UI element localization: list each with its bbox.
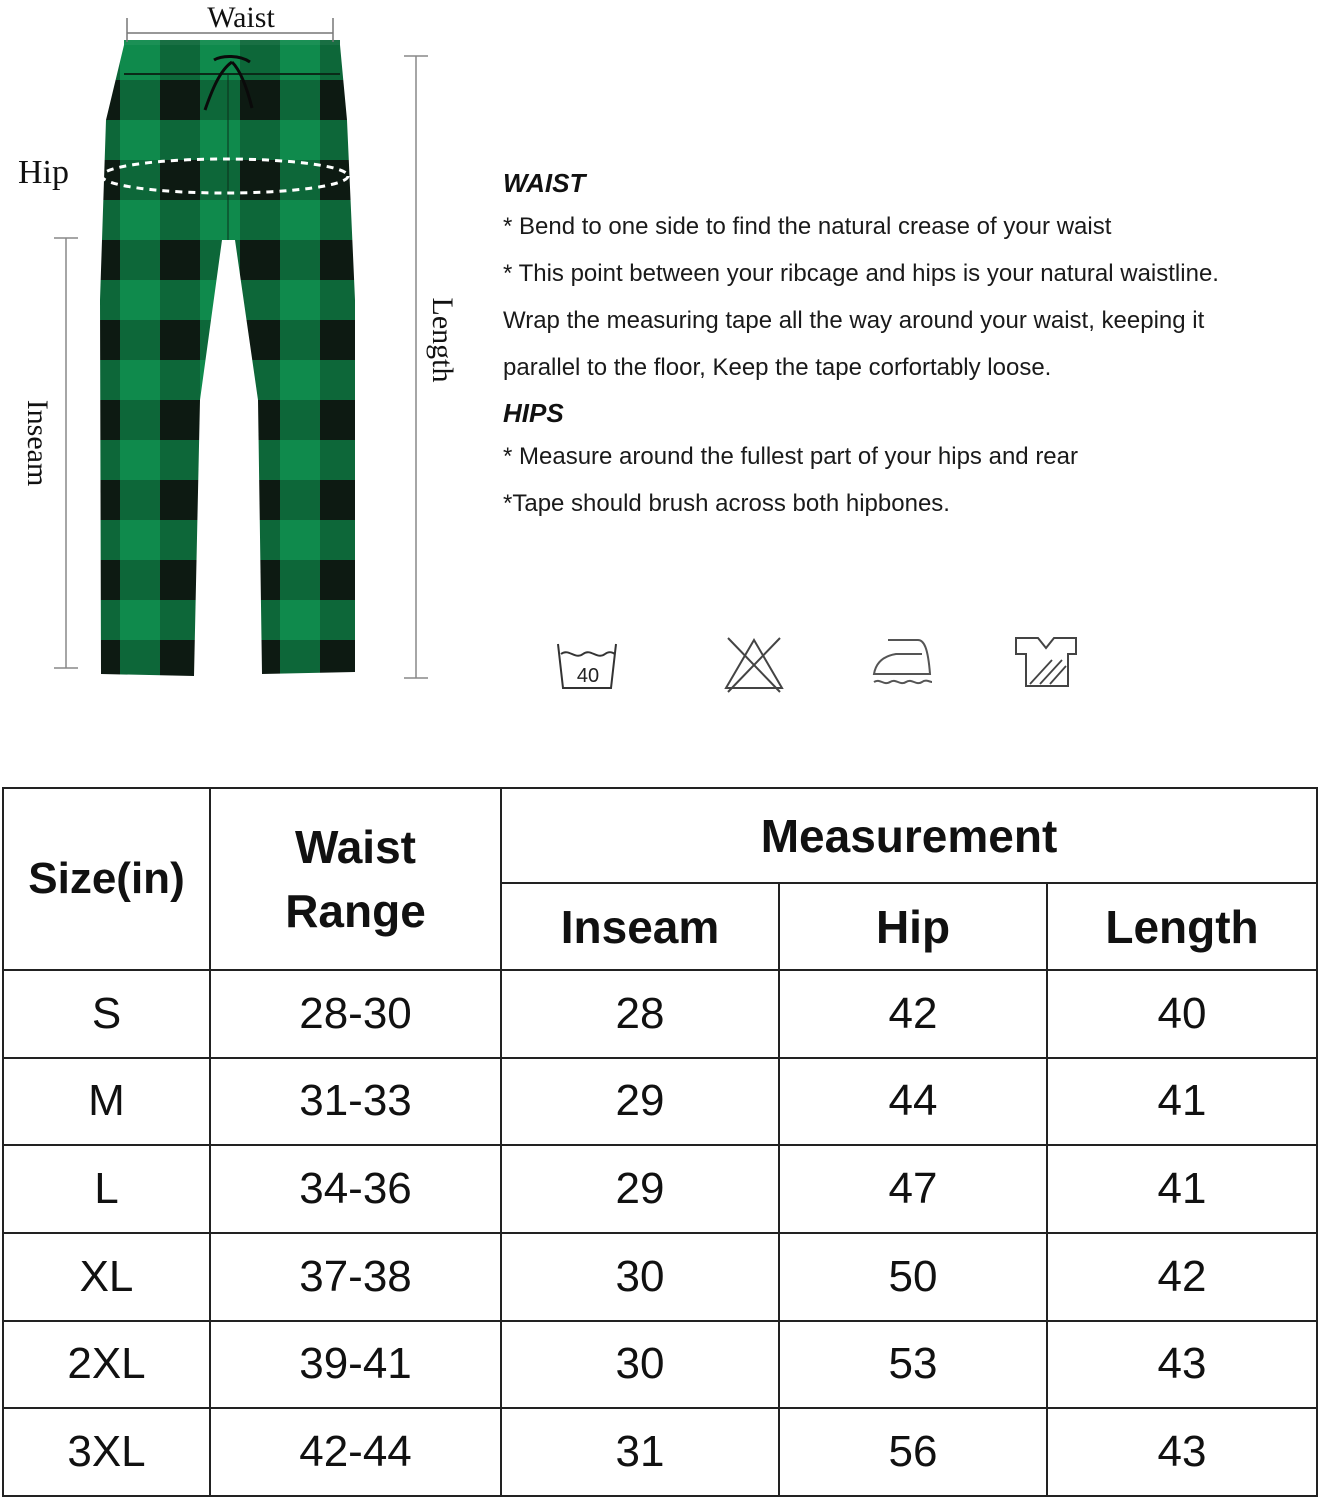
hips-instruction-2: *Tape should brush across both hipbones. — [503, 490, 950, 517]
waist-cell: 34-36 — [210, 1145, 501, 1233]
waist-range-header-line1: Waist — [295, 821, 416, 873]
inseam-cell: 28 — [501, 970, 779, 1058]
length-dimension — [404, 56, 459, 678]
inseam-dimension — [21, 238, 78, 668]
length-cell: 40 — [1047, 970, 1317, 1058]
hips-heading: HIPS — [503, 398, 564, 428]
size-cell: XL — [3, 1233, 210, 1321]
waist-instruction-2: * This point between your ribcage and hips is your natural waistline. — [503, 260, 1219, 287]
plaid-pants — [90, 40, 370, 680]
inseam-cell: 29 — [501, 1145, 779, 1233]
inseam-cell: 29 — [501, 1058, 779, 1146]
waist-instruction-4: parallel to the floor, Keep the tape corfortably loose. — [503, 354, 1052, 381]
length-cell: 43 — [1047, 1321, 1317, 1409]
length-cell: 42 — [1047, 1233, 1317, 1321]
waist-label: Waist — [207, 1, 275, 34]
wash-40-icon — [555, 640, 619, 694]
table-row — [3, 970, 1317, 1058]
pants-illustration — [0, 0, 480, 700]
length-header: Length — [1047, 883, 1317, 970]
inseam-header: Inseam — [501, 883, 779, 970]
size-header: Size(in) — [3, 788, 210, 970]
size-cell: M — [3, 1058, 210, 1146]
measurement-header: Measurement — [501, 788, 1317, 883]
waist-dimension — [127, 1, 333, 42]
waist-range-header — [210, 788, 501, 970]
table-row — [3, 1321, 1317, 1409]
length-label: Length — [426, 297, 459, 383]
size-cell: L — [3, 1145, 210, 1233]
table-row — [3, 1145, 1317, 1233]
waist-cell: 39-41 — [210, 1321, 501, 1409]
do-not-bleach-icon — [722, 634, 786, 694]
iron-icon — [870, 634, 936, 690]
inseam-cell: 30 — [501, 1233, 779, 1321]
hips-instruction-1: * Measure around the fullest part of your hips and rear — [503, 443, 1078, 470]
size-chart-table — [2, 787, 1318, 1497]
waist-range-header-line2: Range — [285, 885, 426, 937]
size-cell: 3XL — [3, 1408, 210, 1496]
length-cell: 41 — [1047, 1058, 1317, 1146]
tumble-dry-icon — [1012, 634, 1082, 690]
hip-cell: 47 — [779, 1145, 1047, 1233]
hip-cell: 56 — [779, 1408, 1047, 1496]
hip-cell: 44 — [779, 1058, 1047, 1146]
hip-cell: 53 — [779, 1321, 1047, 1409]
length-cell: 41 — [1047, 1145, 1317, 1233]
hip-cell: 42 — [779, 970, 1047, 1058]
inseam-cell: 30 — [501, 1321, 779, 1409]
waist-cell: 42-44 — [210, 1408, 501, 1496]
waist-cell: 28-30 — [210, 970, 501, 1058]
table-row — [3, 1408, 1317, 1496]
size-cell: 2XL — [3, 1321, 210, 1409]
inseam-label: Inseam — [21, 399, 54, 487]
waist-instruction-3: Wrap the measuring tape all the way around your waist, keeping it — [503, 307, 1205, 334]
waist-cell: 31-33 — [210, 1058, 501, 1146]
table-row — [3, 1233, 1317, 1321]
table-row — [3, 1058, 1317, 1146]
hip-cell: 50 — [779, 1233, 1047, 1321]
size-cell: S — [3, 970, 210, 1058]
hip-header: Hip — [779, 883, 1047, 970]
waist-heading: WAIST — [503, 168, 586, 198]
waist-cell: 37-38 — [210, 1233, 501, 1321]
wash-temp-label: 40 — [576, 665, 600, 687]
hip-label: Hip — [18, 154, 69, 191]
waist-instruction-1: * Bend to one side to find the natural crease of your waist — [503, 213, 1112, 240]
inseam-cell: 31 — [501, 1408, 779, 1496]
length-cell: 43 — [1047, 1408, 1317, 1496]
measuring-guide — [503, 163, 1315, 527]
